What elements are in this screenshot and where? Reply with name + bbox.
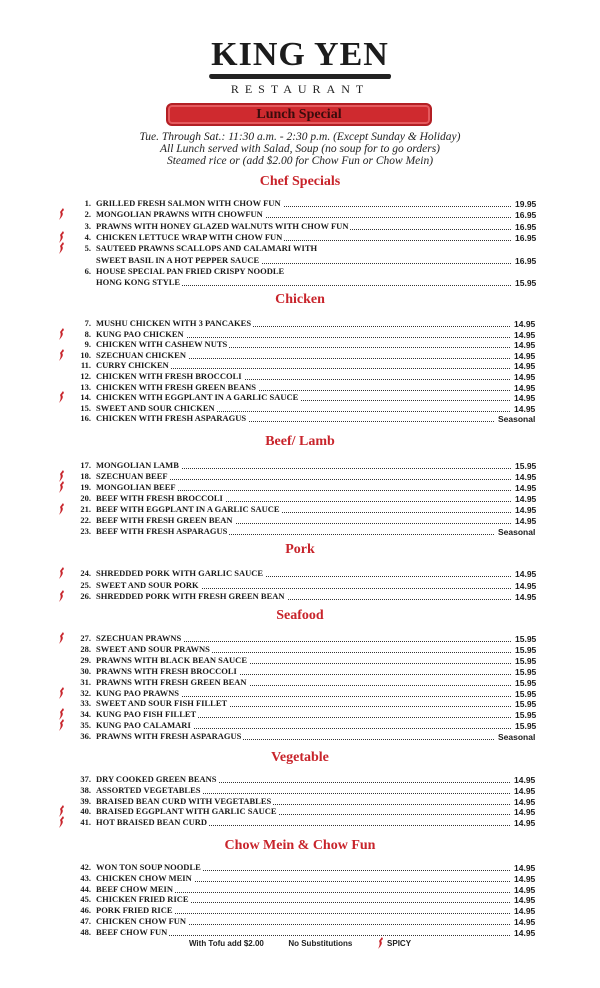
item-number: 16.: [80, 413, 91, 424]
menu-item: [0, 460, 600, 471]
item-price: 14.95: [514, 340, 536, 351]
menu-item: [0, 318, 600, 329]
item-number: 30.: [80, 665, 91, 676]
item-name: ASSORTED VEGETABLES: [96, 784, 201, 795]
item-name: KUNG PAO CALAMARI: [96, 720, 191, 731]
item-number: 10.: [80, 349, 91, 360]
item-name: KUNG PAO CHICKEN: [96, 328, 184, 339]
item-name: SAUTEED PRAWNS SCALLOPS AND CALAMARI WITH: [96, 243, 318, 254]
menu-item: [0, 277, 600, 288]
item-name: CHICKEN LETTUCE WRAP WITH CHOW FUN: [96, 231, 283, 242]
chili-pepper-icon: [58, 328, 66, 340]
item-number: 27.: [80, 633, 91, 643]
item-price: 14.95: [514, 361, 536, 372]
no-substitutions-note: No Substitutions: [288, 939, 353, 948]
item-number: 8.: [84, 328, 91, 339]
menu-item: [0, 339, 600, 350]
item-price: 14.95: [514, 895, 536, 906]
item-price: 15.95: [515, 688, 537, 699]
menu-footer: [0, 937, 600, 949]
menu-item: [0, 774, 600, 785]
menu-item: [0, 350, 600, 361]
chili-pepper-icon: [58, 719, 66, 731]
item-number: 6.: [84, 265, 91, 276]
item-price: 15.95: [515, 721, 537, 732]
item-name: WON TON SOUP NOODLE: [96, 862, 201, 872]
item-name: CHICKEN WITH FRESH BROCCOLI: [96, 371, 242, 381]
menu-item: [0, 916, 600, 927]
item-name: BEEF WITH FRESH GREEN BEAN: [96, 515, 233, 525]
menu-item: [0, 633, 600, 644]
section-title: Seafood: [276, 608, 324, 623]
item-price: 14.95: [515, 483, 537, 493]
item-price: 14.95: [515, 569, 537, 579]
menu-item: [0, 677, 600, 688]
item-number: 44.: [80, 883, 91, 894]
item-price: 14.95: [514, 403, 536, 414]
tofu-note: With Tofu add $2.00: [188, 939, 264, 948]
item-price: 14.95: [514, 319, 536, 329]
item-name: SWEET AND SOUR CHICKEN: [96, 402, 215, 413]
item-name: SWEET AND SOUR PRAWNS: [96, 643, 210, 654]
intro-line-hours: Tue. Through Sat.: 11:30 a.m. - 2:30 p.m. (Except Sunday & Holiday): [139, 131, 461, 143]
item-price: 14.95: [515, 516, 537, 526]
item-price: 14.95: [515, 580, 537, 591]
item-price: 14.95: [514, 372, 536, 382]
item-number: 34.: [80, 709, 91, 720]
item-name: CHICKEN CHOW MEIN: [96, 872, 192, 883]
item-name: HOUSE SPECIAL PAN FRIED CRISPY NOODLE: [96, 265, 285, 276]
menu-item: [0, 720, 600, 731]
item-name: CHICKEN WITH EGGPLANT IN A GARLIC SAUCE: [96, 392, 299, 403]
item-number: 9.: [84, 339, 91, 350]
item-number: 24.: [80, 568, 91, 578]
menu-item: [0, 243, 600, 254]
item-number: 45.: [80, 894, 91, 905]
chili-pepper-icon: [58, 816, 66, 828]
item-name: KUNG PAO FISH FILLET: [96, 709, 197, 720]
item-price: 14.95: [514, 785, 536, 796]
section-title: Chef Specials: [259, 174, 341, 189]
section-title: Chicken: [275, 292, 325, 307]
item-number: 29.: [80, 654, 91, 665]
item-name: KUNG PAO PRAWNS: [96, 687, 179, 698]
item-name: CHICKEN WITH CASHEW NUTS: [96, 339, 228, 350]
item-price: 15.95: [515, 278, 537, 289]
menu-item: [0, 403, 600, 414]
item-number: 18.: [80, 471, 91, 481]
menu-item: [0, 796, 600, 807]
item-price: 14.95: [514, 873, 536, 884]
item-price: 19.95: [515, 199, 537, 209]
item-number: 43.: [80, 872, 91, 883]
item-price: 16.95: [515, 255, 537, 266]
menu-item: [0, 504, 600, 515]
item-name: SHREDDED PORK WITH GARLIC SAUCE: [96, 568, 264, 578]
item-number: 17.: [80, 460, 91, 470]
item-number: 35.: [80, 720, 91, 731]
item-number: 33.: [80, 698, 91, 709]
item-name: SZECHUAN PRAWNS: [96, 633, 182, 643]
item-price: 15.95: [515, 710, 537, 721]
menu-item: [0, 894, 600, 905]
menu-item: [0, 817, 600, 828]
item-number: 48.: [80, 926, 91, 937]
item-name: BEEF CHOW MEIN: [96, 883, 173, 894]
item-name: CHICKEN WITH FRESH ASPARAGUS: [96, 413, 247, 424]
item-price: 14.95: [514, 329, 536, 340]
item-number: 3.: [84, 220, 91, 231]
chili-pepper-icon: [377, 937, 385, 949]
item-number: 38.: [80, 784, 91, 795]
chili-pepper-icon: [58, 231, 66, 243]
chili-pepper-icon: [58, 481, 66, 493]
menu-item: [0, 568, 600, 579]
item-name: BRAISED BEAN CURD WITH VEGETABLES: [96, 795, 272, 806]
intro-line-includes: All Lunch served with Salad, Soup (no soup for to go orders): [159, 143, 441, 155]
item-name: DRY COOKED GREEN BEANS: [96, 774, 217, 784]
item-price: 14.95: [514, 382, 536, 393]
item-price: 14.95: [514, 818, 536, 829]
item-price: 14.95: [514, 884, 536, 895]
section-title: Chow Mein & Chow Fun: [224, 838, 376, 853]
menu-item: [0, 232, 600, 243]
item-price: Seasonal: [498, 527, 536, 537]
restaurant-subtitle: RESTAURANT: [230, 82, 370, 96]
item-number: 4.: [84, 231, 91, 242]
chili-pepper-icon: [58, 242, 66, 254]
menu-item: [0, 266, 600, 277]
item-name: CHICKEN FRIED RICE: [96, 894, 189, 905]
item-price: 15.95: [515, 666, 537, 677]
item-price: 14.95: [515, 505, 537, 515]
item-name: PORK FRIED RICE: [96, 905, 173, 916]
item-price: 15.95: [515, 677, 537, 688]
item-price: 14.95: [514, 863, 536, 873]
chili-pepper-icon: [58, 208, 66, 220]
item-number: 12.: [80, 371, 91, 381]
item-number: 19.: [80, 482, 91, 492]
item-price: 16.95: [515, 210, 537, 221]
item-number: 7.: [84, 318, 91, 328]
item-price: 15.95: [515, 699, 537, 710]
item-name: MONGOLIAN PRAWNS WITH CHOWFUN: [96, 209, 263, 220]
item-name: SZECHUAN BEEF: [96, 471, 168, 481]
item-number: 20.: [80, 493, 91, 503]
menu-item: [0, 255, 600, 266]
item-name: HONG KONG STYLE: [96, 277, 181, 288]
item-name: GRILLED FRESH SALMON WITH CHOW FUN: [96, 198, 281, 208]
item-price: Seasonal: [498, 414, 536, 425]
item-name: BEEF CHOW FUN: [96, 926, 168, 937]
item-number: 15.: [80, 402, 91, 413]
menu-item: [0, 515, 600, 526]
menu-item: [0, 688, 600, 699]
menu-item: [0, 392, 600, 403]
item-number: 39.: [80, 795, 91, 806]
menu-item: [0, 666, 600, 677]
menu-item: [0, 526, 600, 537]
menu-item: [0, 591, 600, 602]
item-name: SWEET BASIL IN A HOT PEPPER SAUCE: [96, 254, 260, 265]
section-title: Pork: [285, 542, 315, 557]
intro-line-rice: Steamed rice or (add $2.00 for Chow Fun or Chow Mein): [166, 155, 434, 167]
item-number: 31.: [80, 676, 91, 687]
menu-item: [0, 360, 600, 371]
menu-item: [0, 209, 600, 220]
item-name: MONGOLIAN LAMB: [96, 460, 179, 470]
item-price: 14.95: [514, 917, 536, 927]
menu-item: [0, 873, 600, 884]
section-title: Beef/ Lamb: [265, 434, 335, 449]
item-number: 14.: [80, 392, 91, 403]
item-price: 14.95: [514, 796, 536, 807]
menu-item: [0, 655, 600, 666]
item-number: 21.: [80, 504, 91, 514]
item-name: PRAWNS WITH FRESH BROCCOLI: [96, 665, 237, 676]
menu-item: [0, 806, 600, 817]
item-number: 37.: [80, 774, 91, 784]
restaurant-name: KING YEN: [211, 36, 389, 73]
item-name: BEEF WITH FRESH ASPARAGUS: [96, 526, 228, 536]
menu-item: [0, 471, 600, 482]
item-price: 16.95: [515, 221, 537, 232]
item-number: 32.: [80, 687, 91, 698]
item-number: 5.: [84, 243, 91, 254]
menu-item: [0, 221, 600, 232]
item-price: Seasonal: [498, 732, 536, 743]
item-number: 26.: [80, 591, 91, 601]
item-name: PRAWNS WITH BLACK BEAN SAUCE: [96, 654, 247, 665]
item-number: 25.: [80, 579, 91, 590]
menu-item: [0, 644, 600, 655]
item-price: 14.95: [515, 472, 537, 482]
item-number: 40.: [80, 806, 91, 817]
item-name: MUSHU CHICKEN WITH 3 PANCAKES: [96, 318, 252, 328]
item-price: 15.95: [515, 634, 537, 644]
chili-pepper-icon: [58, 632, 66, 644]
menu-item: [0, 413, 600, 424]
item-name: BRAISED EGGPLANT WITH GARLIC SAUCE: [96, 806, 277, 817]
menu-item: [0, 905, 600, 916]
logo-brush-stroke: [208, 74, 391, 79]
item-number: 2.: [84, 209, 91, 220]
chili-pepper-icon: [58, 590, 66, 602]
item-name: MONGOLIAN BEEF: [96, 482, 176, 492]
item-name: PRAWNS WITH FRESH GREEN BEAN: [96, 676, 247, 687]
section-title: Vegetable: [271, 750, 329, 765]
lunch-intro: [0, 131, 600, 167]
item-name: SZECHUAN CHICKEN: [96, 349, 186, 360]
chili-pepper-icon: [58, 687, 66, 699]
menu-item: [0, 862, 600, 873]
item-number: 23.: [80, 526, 91, 536]
item-price: 14.95: [514, 775, 536, 785]
item-name: PRAWNS WITH FRESH ASPARAGUS: [96, 731, 242, 742]
item-name: PRAWNS WITH HONEY GLAZED WALNUTS WITH CHOW FUN: [96, 220, 349, 231]
item-number: 28.: [80, 643, 91, 654]
item-price: 14.95: [514, 927, 536, 938]
menu-item: [0, 198, 600, 209]
menu-item: [0, 709, 600, 720]
restaurant-logo: [0, 38, 600, 97]
item-price: 14.95: [514, 350, 536, 361]
item-price: 14.95: [514, 393, 536, 404]
item-price: 15.95: [515, 655, 537, 666]
item-price: 14.95: [514, 906, 536, 917]
item-number: 22.: [80, 515, 91, 525]
menu-item: [0, 884, 600, 895]
menu-item: [0, 698, 600, 709]
item-name: SWEET AND SOUR PORK: [96, 579, 199, 590]
item-name: CHICKEN CHOW FUN: [96, 916, 187, 926]
item-name: CURRY CHICKEN: [96, 360, 169, 371]
item-price: 14.95: [515, 592, 537, 602]
chili-pepper-icon: [58, 567, 66, 579]
item-number: 1.: [84, 198, 91, 208]
spicy-legend-label: SPICY: [387, 939, 412, 948]
menu-item: [0, 382, 600, 393]
menu-item: [0, 580, 600, 591]
item-price: 14.95: [514, 807, 536, 818]
item-price: 15.95: [515, 461, 537, 471]
item-number: 46.: [80, 905, 91, 916]
lunch-special-banner: [166, 103, 432, 126]
item-number: 42.: [80, 862, 91, 872]
item-name: HOT BRAISED BEAN CURD: [96, 817, 208, 828]
item-name: SHREDDED PORK WITH FRESH GREEN BEAN: [96, 591, 285, 601]
chili-pepper-icon: [58, 349, 66, 361]
item-price: 15.95: [515, 644, 537, 655]
chili-pepper-icon: [58, 391, 66, 403]
menu-item: [0, 371, 600, 382]
item-name: CHICKEN WITH FRESH GREEN BEANS: [96, 381, 256, 392]
banner-label: Lunch Special: [256, 106, 342, 122]
menu-item: [0, 493, 600, 504]
menu-item: [0, 731, 600, 742]
chili-pepper-icon: [58, 503, 66, 515]
item-name: SWEET AND SOUR FISH FILLET: [96, 698, 228, 709]
item-number: 47.: [80, 916, 91, 926]
item-price: 16.95: [515, 232, 537, 243]
menu-item: [0, 482, 600, 493]
item-price: 14.95: [515, 494, 537, 504]
item-number: 36.: [80, 731, 91, 742]
item-name: BEEF WITH FRESH BROCCOLI: [96, 493, 223, 503]
item-name: BEEF WITH EGGPLANT IN A GARLIC SAUCE: [96, 504, 280, 514]
item-number: 41.: [80, 817, 91, 828]
item-number: 11.: [80, 360, 91, 371]
menu-item: [0, 785, 600, 796]
item-number: 13.: [80, 381, 91, 392]
menu-item: [0, 329, 600, 340]
